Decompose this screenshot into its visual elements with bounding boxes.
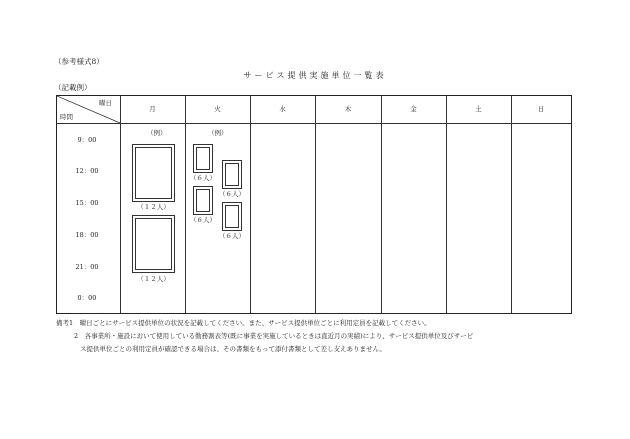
tuesday-unit-frame <box>222 160 242 189</box>
day-header-sat: 土 <box>475 105 482 113</box>
tuesday-unit-frame <box>193 144 213 173</box>
tuesday-unit-capacity: （６人） <box>190 216 216 224</box>
monday-example-label: （例） <box>147 129 167 137</box>
tuesday-unit-frame <box>222 202 242 231</box>
column-divider <box>511 96 512 313</box>
column-divider <box>446 96 447 313</box>
tuesday-unit-frame <box>193 186 213 215</box>
day-header-mon: 月 <box>149 105 156 113</box>
note-2-line-2: ス提供単位ごとの利用定員が確認できる場合は、その書類をもって添付書類として差し支えありません。 <box>80 345 386 353</box>
time-label: 12：00 <box>75 167 99 175</box>
monday-unit-frame <box>132 215 175 273</box>
schedule-table <box>56 95 572 314</box>
day-header-fri: 金 <box>410 105 417 113</box>
tuesday-unit-capacity: （６人） <box>219 190 245 198</box>
monday-unit-frame <box>132 144 175 202</box>
note-1: 備考1 曜日ごとにサービス提供単位の状況を記載してください。また、サービス提供単位ごとに利用定員を記載してください。 <box>56 319 431 327</box>
time-label: 15：00 <box>75 199 99 207</box>
day-header-sun: 日 <box>537 105 545 113</box>
column-divider <box>185 96 186 313</box>
time-label: 18：00 <box>75 231 99 239</box>
example-label: （記載例） <box>54 83 92 92</box>
tuesday-unit-capacity: （６人） <box>190 174 216 182</box>
corner-time-label: 時間 <box>60 113 73 121</box>
reference-form-label: （参考様式8） <box>54 57 104 66</box>
document-title: サービス提供実施単位一覧表 <box>243 71 387 80</box>
monday-unit-capacity: （１２人） <box>137 275 170 283</box>
tuesday-example-label: （例） <box>208 129 228 137</box>
time-label: 9：00 <box>77 136 97 144</box>
header-divider <box>57 123 571 124</box>
day-header-tue: 火 <box>214 105 221 113</box>
corner-day-label: 曜日 <box>99 99 112 107</box>
monday-unit-capacity: （１２人） <box>137 203 170 211</box>
tuesday-unit-capacity: （６人） <box>219 232 245 240</box>
day-header-wed: 水 <box>279 105 286 113</box>
column-divider <box>381 96 382 313</box>
time-label: 21：00 <box>75 263 99 271</box>
note-2-line-1: 2 各事業所・施設において使用している勤務割表等(既に事業を実施しているときは直近月の実績)により、サービス提供単位及びサービ <box>74 332 474 340</box>
time-label: 0：00 <box>77 294 97 302</box>
column-divider <box>120 96 121 313</box>
day-header-thu: 木 <box>344 105 352 113</box>
column-divider <box>315 96 316 313</box>
column-divider <box>250 96 251 313</box>
